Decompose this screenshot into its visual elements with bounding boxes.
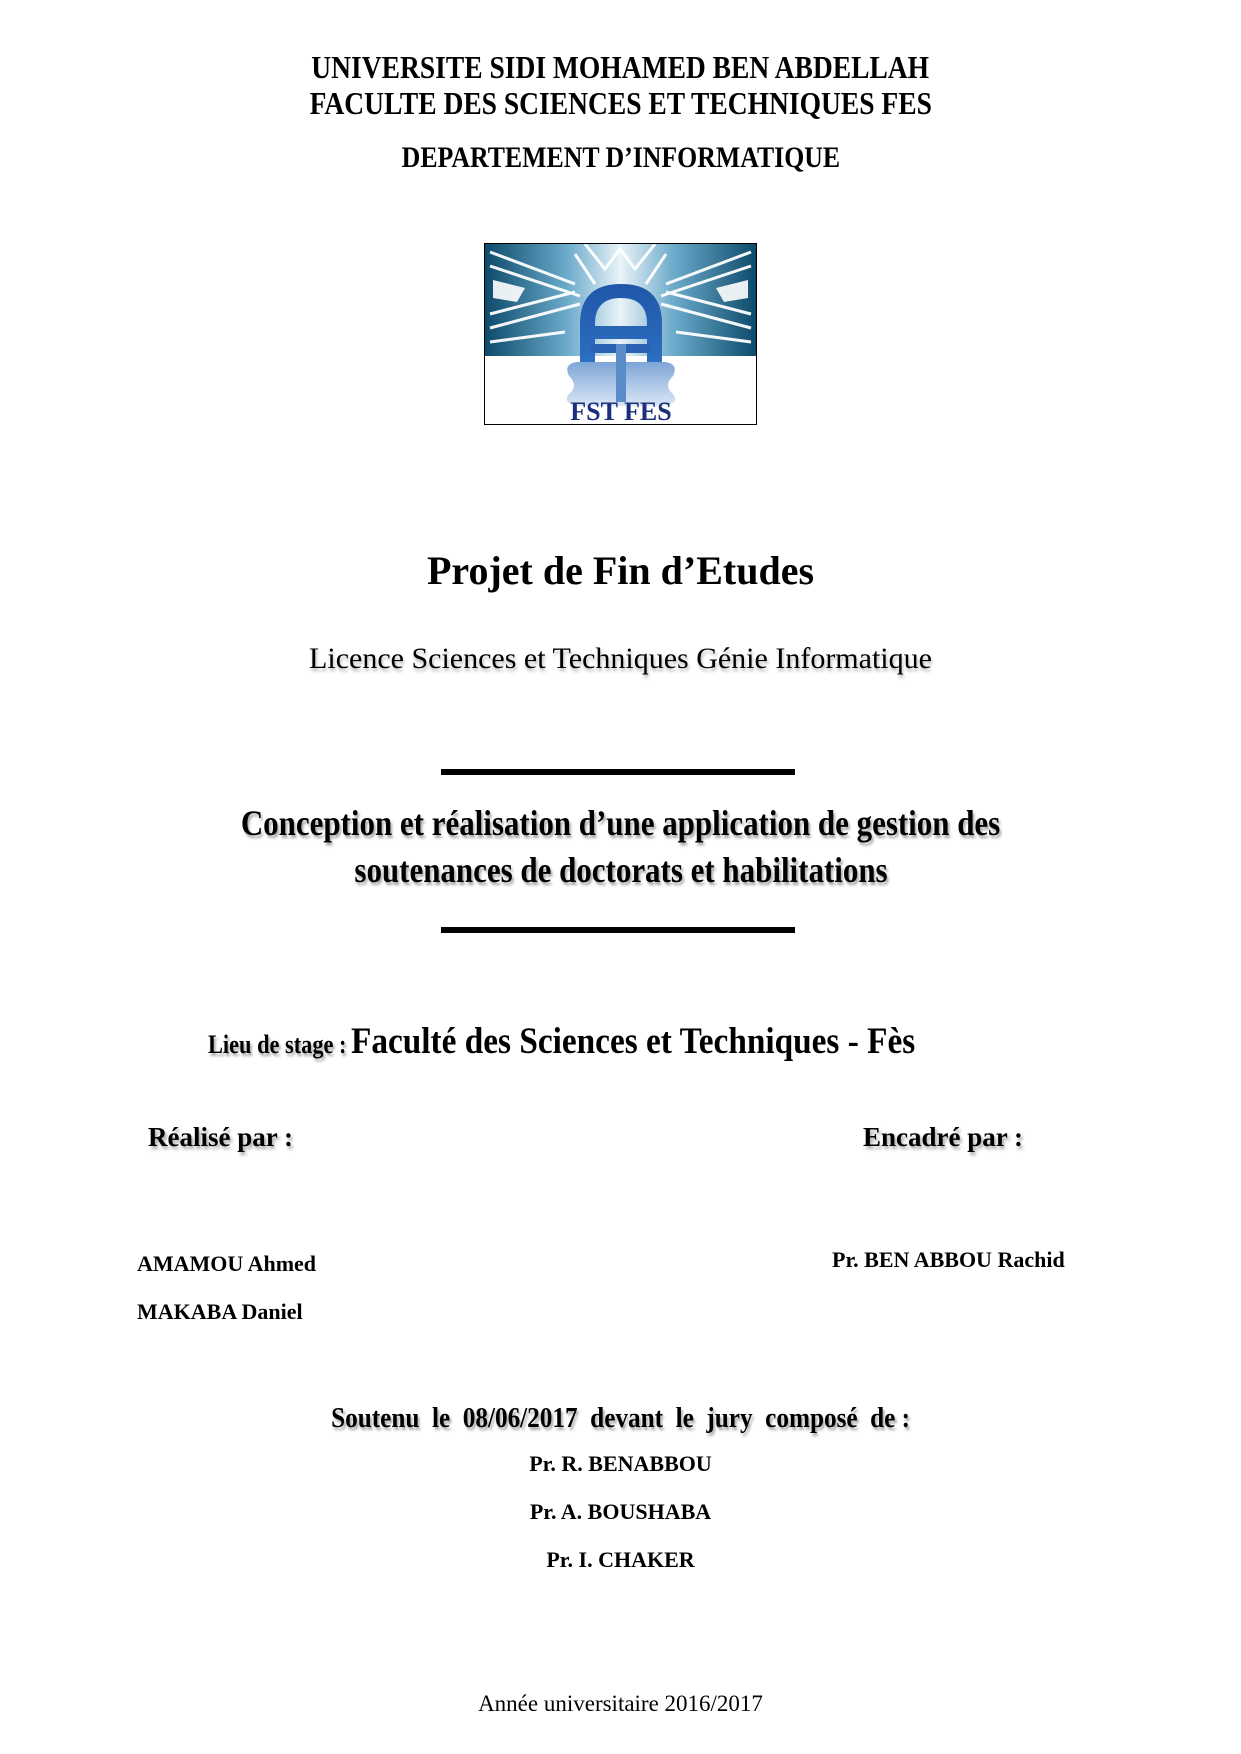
internship-location — [208, 1023, 978, 1060]
project-title-line-2: soutenances de doctorats et habilitations — [353, 850, 888, 890]
jury-member: Pr. I. CHAKER — [546, 1547, 695, 1572]
author-name: AMAMOU Ahmed — [137, 1251, 317, 1276]
fst-fes-logo — [484, 243, 757, 425]
faculty-name: FACULTE DES SCIENCES ET TECHNIQUES FES — [309, 85, 932, 121]
university-name: UNIVERSITE SIDI MOHAMED BEN ABDELLAH — [311, 49, 930, 85]
fst-fes-emblem-icon — [485, 244, 756, 424]
internship-value: Faculté des Sciences et Techniques - Fès — [351, 1021, 916, 1062]
jury-member: Pr. A. BOUSHABA — [529, 1499, 712, 1524]
bottom-divider — [441, 927, 795, 933]
defense-statement: Soutenu le 08/06/2017 devant le jury composé de : — [331, 1403, 910, 1434]
supervisor-name: Pr. BEN ABBOU Rachid — [832, 1247, 1065, 1272]
supervisor-label: Encadré par : — [863, 1122, 1023, 1152]
academic-year: Année universitaire 2016/2017 — [478, 1691, 763, 1716]
project-title-line-1: Conception et réalisation d’une application de gestion des — [240, 803, 1001, 843]
jury-member: Pr. R. BENABBOU — [529, 1451, 712, 1476]
department-name: DEPARTEMENT D’INFORMATIQUE — [401, 141, 840, 174]
degree-subtitle: Licence Sciences et Techniques Génie Informatique — [309, 642, 932, 675]
logo-text: FST FES — [570, 397, 672, 424]
document-type-title: Projet de Fin d’Etudes — [426, 548, 815, 593]
author-name: MAKABA Daniel — [137, 1299, 303, 1324]
top-divider — [441, 769, 795, 775]
authors-label: Réalisé par : — [148, 1122, 293, 1152]
internship-label: Lieu de stage : — [208, 1030, 347, 1059]
